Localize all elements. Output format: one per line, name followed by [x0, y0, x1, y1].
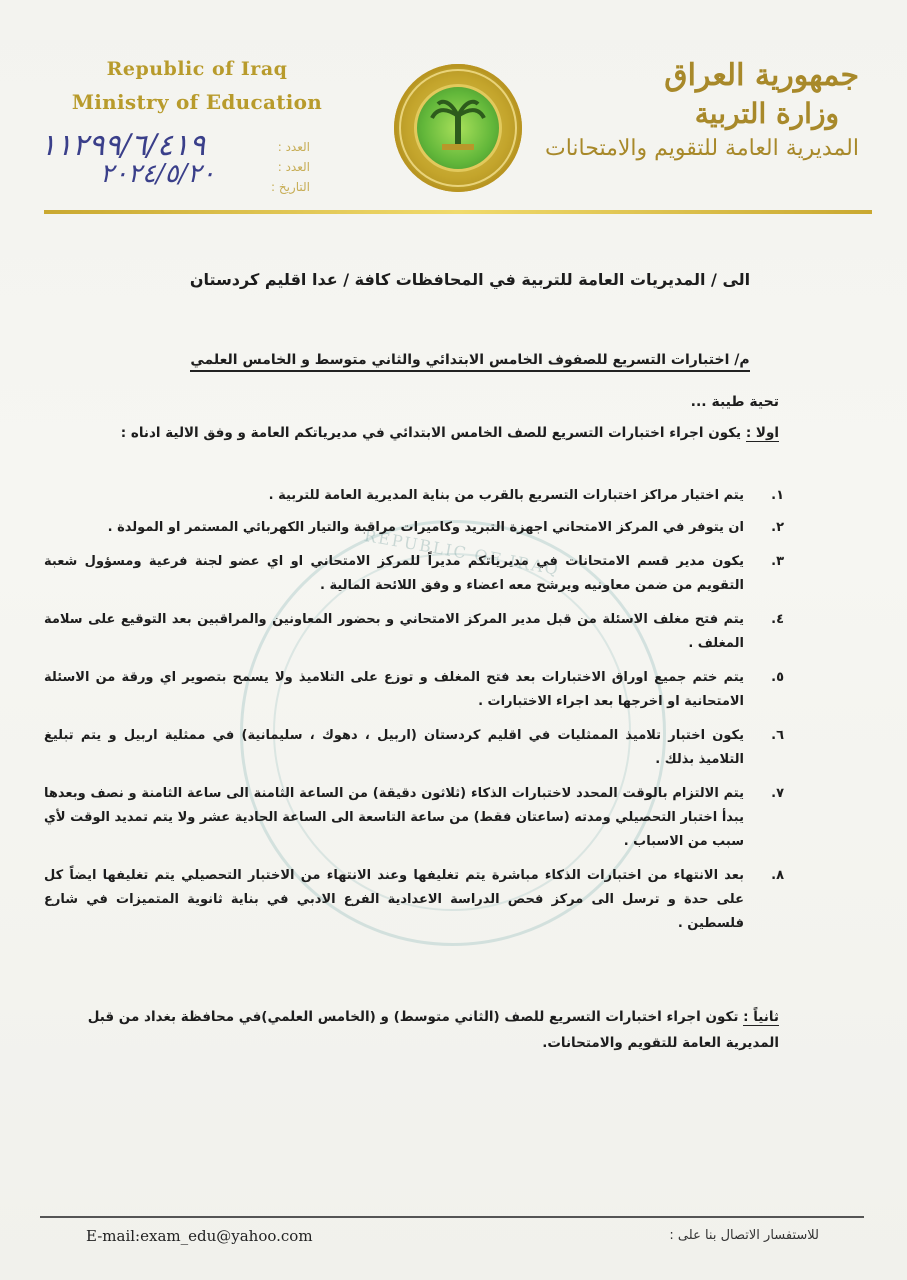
header-divider	[44, 210, 872, 214]
list-item	[44, 864, 784, 936]
reference-date: ٢٠٢٤/٥/٢٠	[100, 159, 216, 189]
list-item	[44, 666, 784, 714]
item-number: ٢.	[771, 520, 784, 535]
footer-divider	[40, 1216, 864, 1218]
ref-label-2: العدد :	[277, 160, 310, 174]
item-number: ٥.	[771, 670, 784, 685]
directorate-arabic-title: المديرية العامة للتقويم والامتحانات	[545, 136, 859, 161]
addressee: الى / المديريات العامة للتربية في المحافظات كافة / عدا اقليم كردستان	[189, 270, 751, 289]
item-number: ٦.	[771, 728, 784, 743]
item-text: بعد الانتهاء من اختبارات الذكاء مباشرة يتم تغليفها وعند الانتهاء من الاختبار التحصيلي يتم تغليفها ايضاً كل على حدة و ترسل الى مركز فحص الدراسة الاعدادية الفرع الادبي في بناية ثانوية المتميزات في شارع فلسطين .	[44, 868, 744, 931]
item-text: ان يتوفر في المركز الامتحاني اجهزة التبريد وكاميرات مراقبة والتيار الكهربائي المستمر او المولدة .	[107, 520, 744, 535]
reference-labels	[230, 137, 310, 197]
list-item	[44, 608, 784, 656]
second-label: ثانياً :	[743, 1009, 779, 1025]
greeting: تحية طيبة ...	[690, 394, 779, 410]
ministry-arabic-title: وزارة التربية	[694, 97, 839, 130]
item-text: يتم اختيار مراكز اختبارات التسريع بالقرب من بناية المديرية العامة للتربية .	[268, 488, 744, 503]
second-clause	[44, 1004, 779, 1056]
item-number: ٨.	[771, 868, 784, 883]
subject-line	[175, 352, 765, 368]
list-item	[44, 724, 784, 772]
footer-email: E-mail:exam_edu@yahoo.com	[86, 1227, 313, 1245]
list-item	[44, 782, 784, 854]
item-number: ٣.	[771, 554, 784, 569]
list-item	[44, 516, 784, 540]
list-item	[44, 550, 784, 598]
procedure-list	[44, 484, 784, 936]
first-text: يكون اجراء اختبارات التسريع للصف الخامس الابتدائي في مديرياتكم العامة و وفق الالية ادناه :	[120, 425, 742, 441]
ministry-seal-icon	[394, 64, 522, 192]
second-text: تكون اجراء اختبارات التسريع للصف (الثاني متوسط) و (الخامس العلمي)في محافظة بغداد من قبل المديرية العامة للتقويم والامتحانات.	[87, 1009, 779, 1051]
republic-arabic-title: جمهورية العراق	[664, 58, 859, 93]
watermark-text: REPUBLIC OF IRAQ	[362, 525, 562, 580]
palm-tree-icon	[394, 64, 522, 192]
ref-label-1: العدد :	[277, 140, 310, 154]
first-label: اولا :	[745, 425, 779, 441]
item-number: ٧.	[771, 786, 784, 801]
item-text: يكون مدير قسم الامتحانات في مديرياتكم مديراً للمركز الامتحاني او اي عضو لجنة فرعية ومسؤول شعبة التقويم من ضمن معاونيه ويرشح معه اعضاء و وفق اللائحة المالية .	[44, 554, 744, 593]
item-number: ١.	[771, 488, 784, 503]
ministry-title: Ministry of Education	[71, 90, 323, 114]
item-text: يتم فتح مغلف الاسئلة من قبل مدير المركز الامتحاني و بحضور المعاونين والمراقبين بعد التوقيع على سلامة المغلف .	[44, 612, 744, 651]
header-english	[62, 58, 332, 114]
header-arabic	[539, 56, 859, 166]
item-number: ٤.	[771, 612, 784, 627]
subject-text: م/ اختبارات التسريع للصفوف الخامس الابتدائي والثاني متوسط و الخامس العلمي	[190, 352, 749, 372]
ref-label-3: التاريخ :	[270, 180, 310, 194]
reference-number: ١١٢٩٩/٦/٤١٩	[40, 128, 206, 163]
list-item	[44, 484, 784, 508]
item-text: يكون اختبار تلاميذ الممثليات في اقليم كردستان (اربيل ، دهوك ، سليمانية) في ممثلية اربيل و يتم تبليغ التلاميذ بذلك .	[44, 728, 744, 767]
item-text: يتم ختم جميع اوراق الاختبارات بعد فتح المغلف و توزع على التلاميذ ولا يسمح بتصوير اي ورقة من الاسئلة الامتحانية او اخرجها بعد اجراء الاختبارات .	[44, 670, 744, 709]
republic-title: Republic of Iraq	[106, 58, 288, 80]
first-clause	[44, 422, 779, 444]
item-text: يتم الالتزام بالوقت المحدد لاختبارات الذكاء (ثلاثون دقيقة) من الساعة الثامنة الى ساعة الثامنة و نصف وبعدها يبدأ اختبار التحصيلي ومدته (ساعتان فقط) من ساعة التاسعة الى الساعة الحادية عشر ولا يتم تمديد الوقت لأي سبب من الاسباب .	[44, 786, 744, 849]
footer-contact: للاستفسار الاتصال بنا على :	[669, 1228, 819, 1243]
